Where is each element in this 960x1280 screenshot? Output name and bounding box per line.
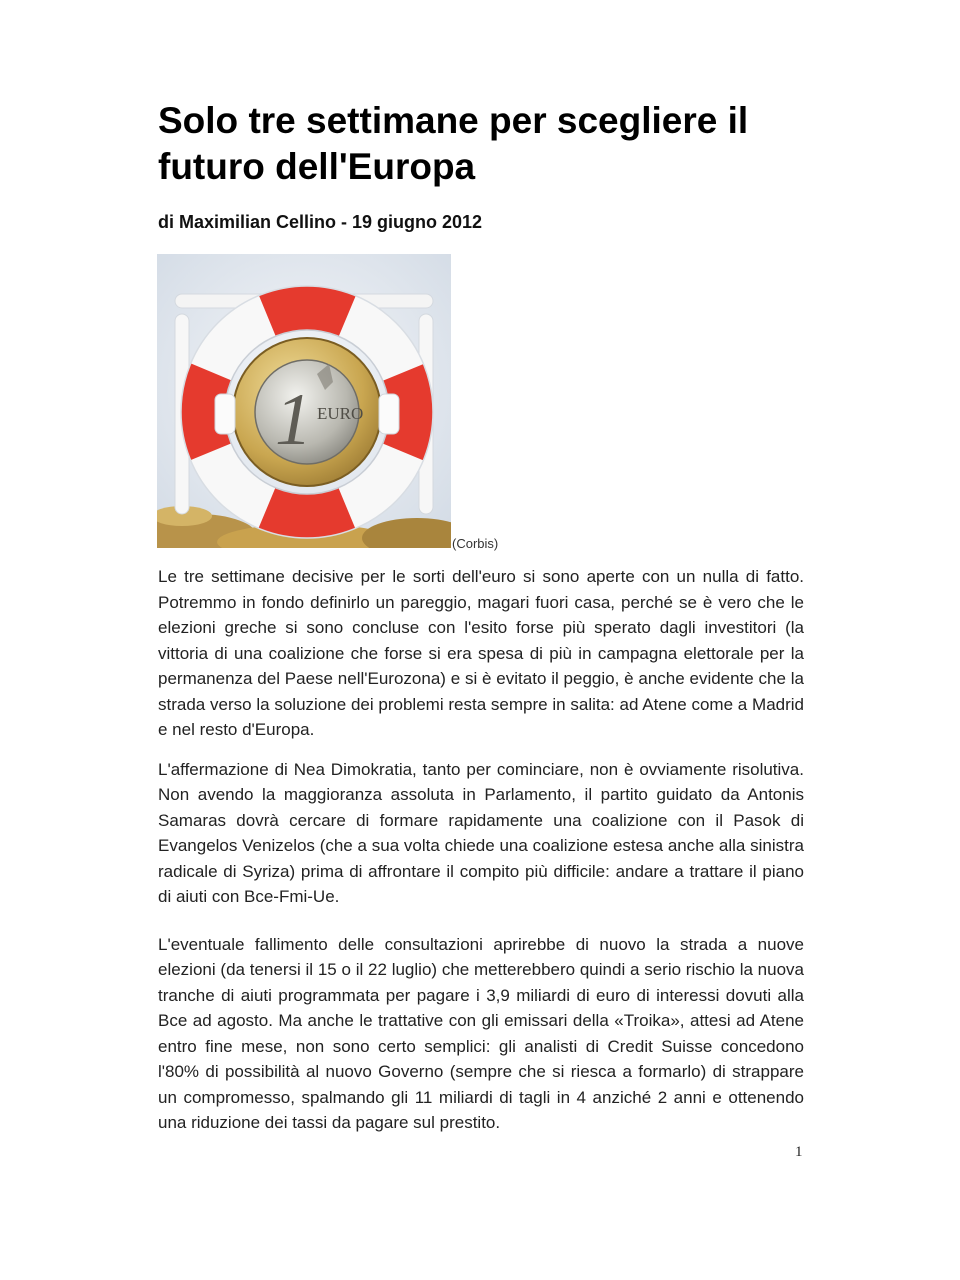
article-title: Solo tre settimane per scegliere il futuro dell'Europa	[158, 100, 749, 187]
coin-text: EURO	[317, 404, 364, 423]
image-caption: (Corbis)	[452, 536, 499, 551]
coin-denomination: 1	[275, 379, 312, 461]
article-paragraph: L'eventuale fallimento delle consultazioni aprirebbe di nuovo la strada a nuove elezioni (da tenersi il 15 o il 22 luglio) che metterebbero quindi a serio rischio la nuova tranche di aiuti programmata per pagare i 3,9 miliardi di euro di interessi dovuti alla Bce ad agosto. Ma anche le trattative con gli emissari della «Troika», attesi ad Atene entro fine mese, non sono certo semplici: gli analisti di Credit Suisse concedono l'80% di possibilità al nuovo Governo (sempre che si riesca a formarlo) di strappare un compromesso, spalmando gli 11 miliardi di tagli in 4 anziché 2 anni e ottenendo una riduzione dei tassi da pagare sul prestito.	[158, 934, 804, 1132]
article-paragraph: Le tre settimane decisive per le sorti dell'euro si sono aperte con un nulla di fatto. Potremmo in fondo definirlo un pareggio, magari fuori casa, perché se è vero che le elezioni greche si sono concluse con l'esito forse più sperato dagli investitori (la vittoria di una coalizione che forse si era spesa di più in campagna elettorale per la permanenza del Paese nell'Eurozona) e si è evitato il peggio, è anche evidente che la strada verso la soluzione dei problemi resta sempre in salita: ad Atene come a Madrid e nel resto d'Europa.	[158, 567, 804, 739]
page-number: 1	[795, 1144, 803, 1160]
article-photo	[157, 254, 451, 548]
lifebuoy-euro-coin-illustration	[157, 254, 451, 548]
article-body	[158, 564, 804, 1150]
article-paragraph: L'affermazione di Nea Dimokratia, tanto per cominciare, non è ovviamente risolutiva. Non avendo la maggioranza assoluta in Parlamento, il partito guidato da Antonis Samaras dovrà cercare di formare rapidamente una coalizione con il Pasok di Evangelos Venizelos (che a sua volta chiede una coalizione estesa anche alla sinistra radicale di Syriza) prima di affrontare il compito più difficile: andare a trattare il piano di aiuti con Bce-Fmi-Ue.	[158, 759, 804, 906]
article-byline: di Maximilian Cellino - 19 giugno 2012	[158, 212, 483, 232]
